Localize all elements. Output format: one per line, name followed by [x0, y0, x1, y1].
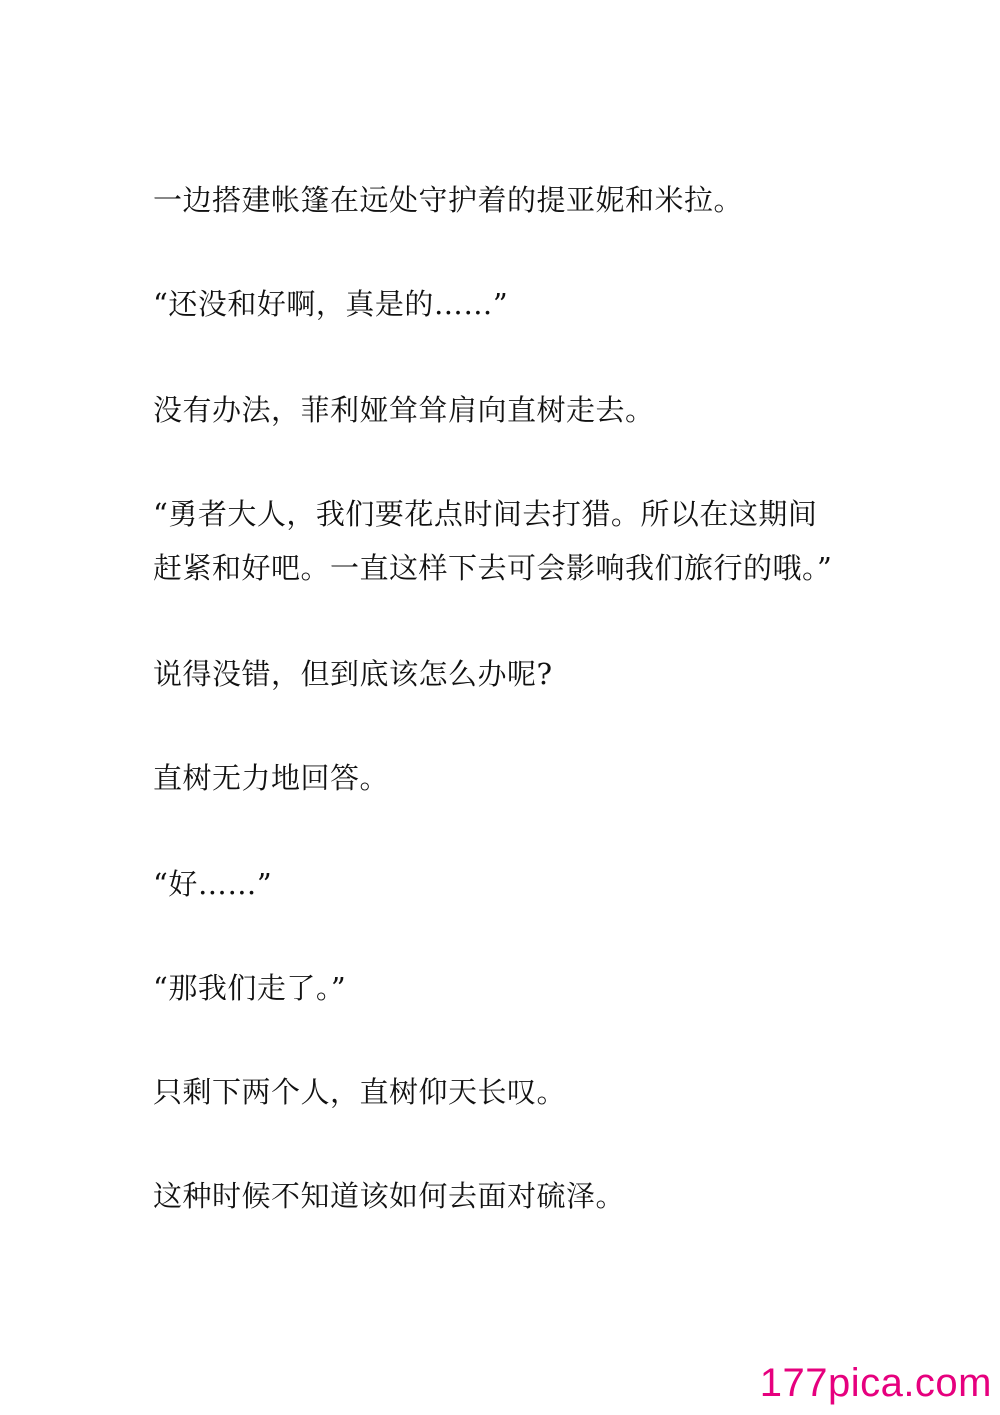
paragraph-line: 赶紧和好吧。一直这样下去可会影响我们旅行的哦。” — [153, 551, 833, 585]
paragraph-line: 一边搭建帐篷在远处守护着的提亚妮和米拉。 — [153, 183, 744, 217]
paragraph-line: “勇者大人，我们要花点时间去打猎。所以在这期间 — [153, 497, 818, 531]
paragraph-line: 没有办法，菲利娅耸耸肩向直树走去。 — [153, 393, 655, 427]
paragraph-line: 只剩下两个人，直树仰天长叹。 — [153, 1075, 567, 1109]
paragraph-line: 说得没错，但到底该怎么办呢? — [153, 657, 553, 691]
paragraph-line: “好……” — [153, 867, 273, 901]
paragraph-line: 直树无力地回答。 — [153, 761, 390, 795]
paragraph-line: “那我们走了。” — [153, 971, 347, 1005]
paragraph-line: “还没和好啊，真是的……” — [153, 287, 509, 321]
site-watermark: 177pica.com — [759, 1361, 992, 1405]
paragraph-line: 这种时候不知道该如何去面对硫泽。 — [153, 1179, 626, 1213]
